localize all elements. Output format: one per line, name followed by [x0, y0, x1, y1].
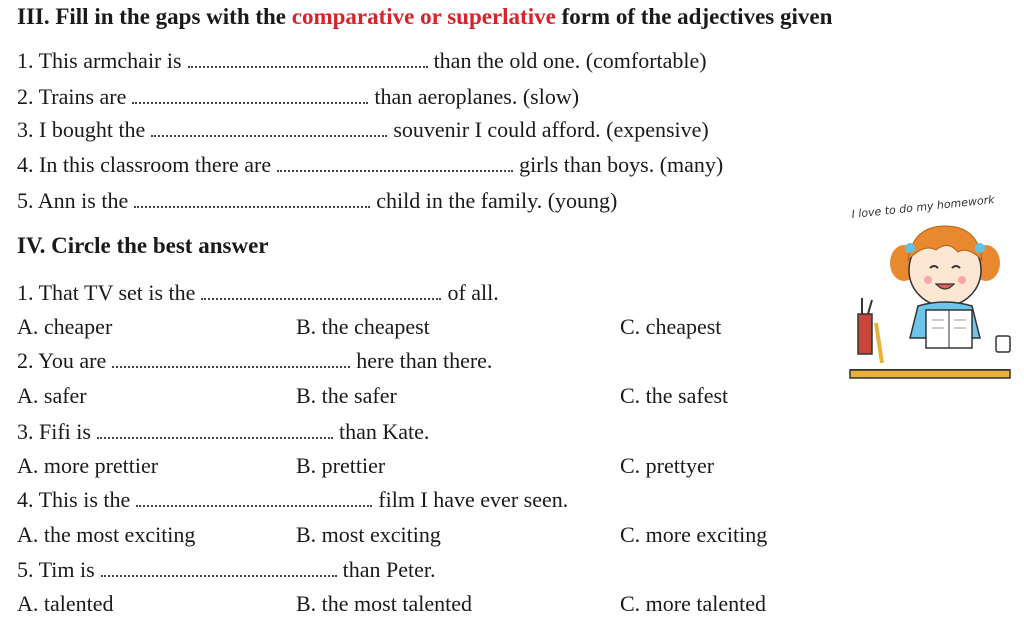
question-blank[interactable] — [136, 504, 372, 507]
option-b[interactable]: B. most exciting — [296, 522, 441, 547]
cheek-left — [924, 276, 932, 284]
option-b[interactable]: B. prettier — [296, 453, 386, 478]
question-prefix: 3. Fifi is — [17, 419, 91, 444]
gap-item-prefix: 5. Ann is the — [17, 188, 129, 213]
gap-item — [17, 48, 707, 74]
homework-girl-clipart — [848, 188, 1016, 398]
gap-item-prefix: 4. In this classroom there are — [17, 152, 272, 177]
option-a[interactable]: A. safer — [17, 383, 87, 408]
question-item — [17, 348, 492, 374]
question-item — [17, 487, 568, 513]
question-prefix: 2. You are — [17, 348, 107, 373]
option-a[interactable]: A. talented — [17, 591, 114, 616]
gap-item — [17, 117, 709, 143]
question-suffix: than Kate. — [338, 419, 430, 444]
section-3-title — [17, 4, 832, 30]
gap-item — [17, 152, 723, 178]
section-3-title-part1: III. Fill in the gaps with the — [17, 4, 292, 29]
question-prefix: 1. That TV set is the — [17, 280, 196, 305]
gap-item-prefix: 1. This armchair is — [17, 48, 182, 73]
option-a[interactable]: A. cheaper — [17, 314, 113, 339]
pencil — [868, 300, 872, 314]
cup — [996, 336, 1010, 352]
question-item — [17, 557, 436, 583]
pencil-yellow — [876, 323, 882, 363]
gap-blank[interactable] — [277, 169, 513, 172]
hair-bow-right — [975, 243, 985, 253]
option-b[interactable]: B. the cheapest — [296, 314, 430, 339]
question-blank[interactable] — [101, 574, 337, 577]
section-4-title: IV. Circle the best answer — [17, 233, 269, 258]
question-blank[interactable] — [97, 436, 333, 439]
section-3-title-superlative: superlative — [447, 4, 556, 29]
option-c[interactable]: C. prettyer — [620, 453, 715, 478]
gap-blank[interactable] — [188, 65, 428, 68]
question-item — [17, 419, 429, 445]
gap-item-suffix: souvenir I could afford. (expensive) — [393, 117, 709, 142]
homework-girl-illustration — [848, 188, 1016, 398]
gap-blank[interactable] — [134, 205, 370, 208]
cheek-right — [958, 276, 966, 284]
question-suffix: here than there. — [356, 348, 493, 373]
gap-item-suffix: than aeroplanes. (slow) — [374, 84, 580, 109]
question-suffix: film I have ever seen. — [378, 487, 569, 512]
question-blank[interactable] — [201, 297, 441, 300]
question-item — [17, 280, 499, 306]
option-a[interactable]: A. more prettier — [17, 453, 159, 478]
option-c[interactable]: C. cheapest — [620, 314, 722, 339]
desk — [850, 370, 1010, 378]
hair-bow-left — [905, 243, 915, 253]
gap-item-prefix: 3. I bought the — [17, 117, 146, 142]
section-3-title-comparative: comparative — [291, 4, 415, 29]
question-suffix: of all. — [447, 280, 499, 305]
option-b[interactable]: B. the safer — [296, 383, 397, 408]
option-c[interactable]: C. more talented — [620, 591, 767, 616]
option-c[interactable]: C. the safest — [620, 383, 729, 408]
gap-item — [17, 84, 579, 110]
question-suffix: than Peter. — [342, 557, 436, 582]
pencil-cup — [858, 314, 872, 354]
gap-item — [17, 188, 617, 214]
clipart-caption: I love to do my homework — [850, 193, 996, 221]
section-3-title-or: or — [414, 4, 448, 29]
option-a[interactable]: A. the most exciting — [17, 522, 196, 547]
gap-item-suffix: than the old one. (comfortable) — [433, 48, 707, 73]
option-b[interactable]: B. the most talented — [296, 591, 472, 616]
question-prefix: 4. This is the — [17, 487, 131, 512]
gap-blank[interactable] — [151, 134, 387, 137]
gap-item-prefix: 2. Trains are — [17, 84, 127, 109]
gap-item-suffix: girls than boys. (many) — [519, 152, 724, 177]
option-c[interactable]: C. more exciting — [620, 522, 768, 547]
question-prefix: 5. Tim is — [17, 557, 95, 582]
question-blank[interactable] — [112, 365, 350, 368]
section-3-title-part2: form of the adjectives given — [555, 4, 833, 29]
gap-item-suffix: child in the family. (young) — [376, 188, 618, 213]
gap-blank[interactable] — [132, 101, 368, 104]
